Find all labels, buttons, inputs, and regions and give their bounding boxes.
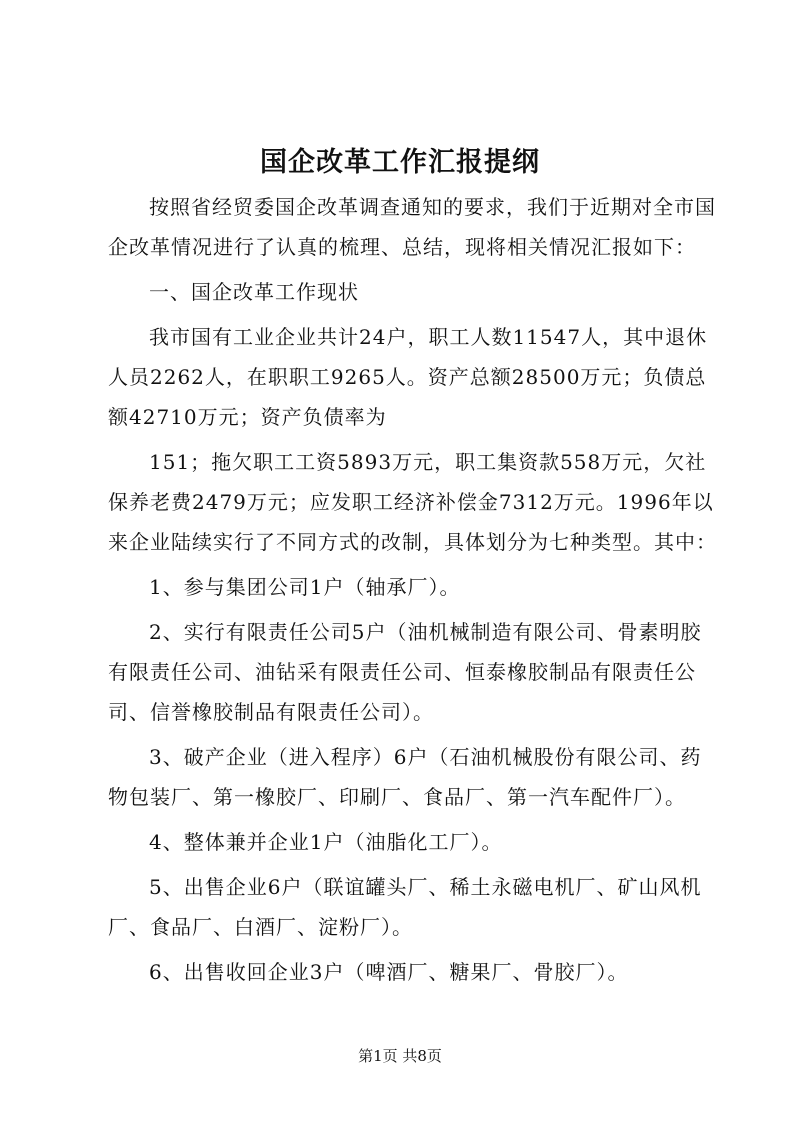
list-item: 1、参与集团公司1户（轴承厂）。	[149, 575, 461, 599]
paragraph-intro: 按照省经贸委国企改革调查通知的要求，我们于近期对全市国企改革情况进行了认真的梳理、总结，现将相关情况汇报如下：	[108, 195, 716, 259]
list-item: 5、出售企业6户（联谊罐头厂、稀土永磁电机厂、矿山风机厂、食品厂、白酒厂、淀粉厂）。	[108, 875, 702, 939]
list-item: 2、实行有限责任公司5户（油机械制造有限公司、骨素明胶有限责任公司、油钻采有限责任公司、恒泰橡胶制品有限责任公司、信誉橡胶制品有限责任公司）。	[108, 620, 702, 724]
section-heading: 一、国企改革工作现状	[149, 280, 359, 304]
list-item: 6、出售收回企业3户（啤酒厂、糖果厂、骨胶厂）。	[149, 960, 629, 984]
document-title: 国企改革工作汇报提纲	[260, 147, 540, 178]
list-item: 4、整体兼并企业1户（油脂化工厂）。	[149, 830, 503, 854]
paragraph-status-continued: 151；拖欠职工工资5893万元，职工集资款558万元，欠社保养老费2479万元；应发职工经济补偿金7312万元。1996年以来企业陆续实行了不同方式的改制，具体划分为七种类型。其中：	[108, 450, 717, 554]
list-item: 3、破产企业（进入程序）6户（石油机械股份有限公司、药物包装厂、第一橡胶厂、印刷厂、食品厂、第一汽车配件厂）。	[108, 745, 702, 809]
document-body	[108, 187, 718, 992]
page-footer: 第1页 共8页	[358, 1047, 442, 1065]
paragraph-status: 我市国有工业企业共计24户，职工人数11547人，其中退休人员2262人，在职职工9265人。资产总额28500万元；负债总额42710万元；资产负债率为	[108, 325, 708, 429]
